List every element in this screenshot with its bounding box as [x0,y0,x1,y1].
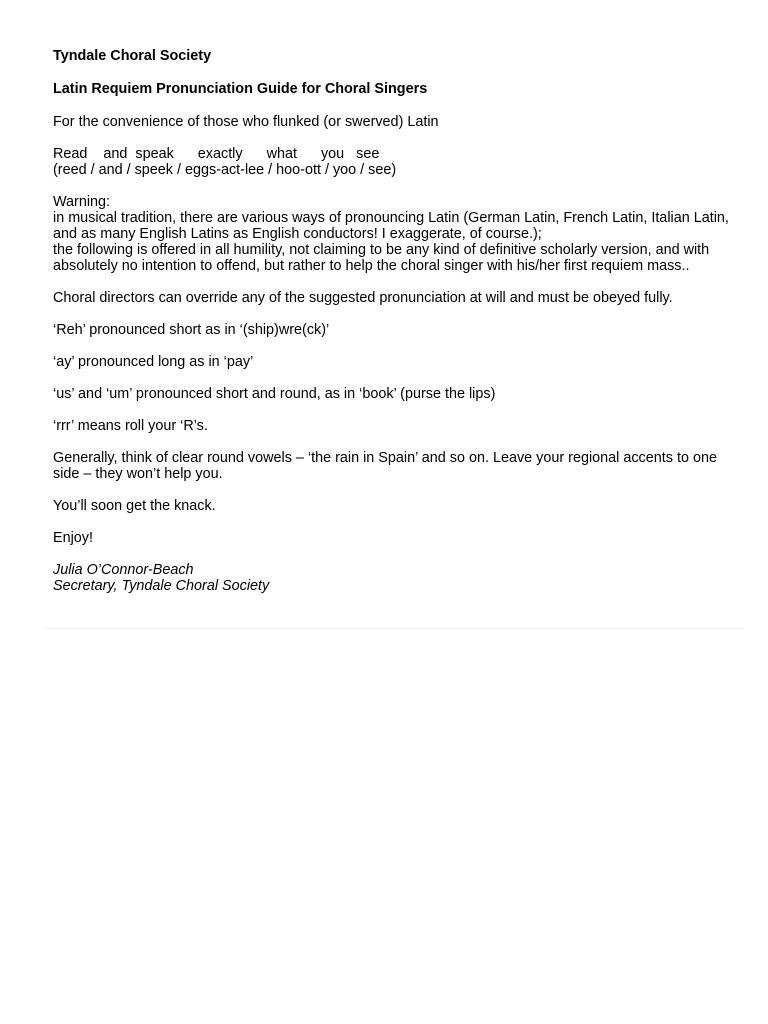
read-line: Read and speak exactly what you see [53,146,380,162]
read-pronunciation: (reed / and / speek / eggs-act-lee / hoo-ott / yoo / see) [53,162,397,178]
guide-title: Latin Requiem Pronunciation Guide for Choral Singers [53,81,428,97]
generally-text: Generally, think of clear round vowels – ‘the rain in Spain’ and so on. Leave your regional accents to one side – they won’t help you. [53,450,717,482]
signature-name: Julia O’Connor-Beach [53,562,194,578]
document-page [53,48,743,594]
signature-role: Secretary, Tyndale Choral Society [53,578,270,594]
signature-block [53,562,743,594]
warning-block [53,194,743,274]
read-block [53,146,743,178]
warning-line-1: in musical tradition, there are various ways of pronouncing Latin (German Latin, French Latin, Italian Latin, and as many English Latins as English conductors! I exaggerate, of course.); [53,210,729,242]
intro-text: For the convenience of those who flunked (or swerved) Latin [53,114,439,130]
reh-rule: ‘Reh’ pronounced short as in ‘(ship)wre(ck)’ [53,322,330,338]
directors-text: Choral directors can override any of the suggested pronunciation at will and must be obeyed fully. [53,290,673,306]
enjoy-text: Enjoy! [53,530,93,546]
page-divider [44,628,744,629]
rrr-rule: ‘rrr’ means roll your ‘R’s. [53,418,208,434]
knack-text: You’ll soon get the knack. [53,498,216,514]
org-title: Tyndale Choral Society [53,48,212,64]
warning-label: Warning: [53,194,111,210]
us-um-rule: ‘us’ and ‘um’ pronounced short and round, as in ‘book’ (purse the lips) [53,386,496,402]
ay-rule: ‘ay’ pronounced long as in ‘pay’ [53,354,254,370]
warning-line-2: the following is offered in all humility, not claiming to be any kind of definitive scholarly version, and with absolutely no intention to offend, but rather to help the choral singer with his/her first requiem mass.. [53,242,710,274]
